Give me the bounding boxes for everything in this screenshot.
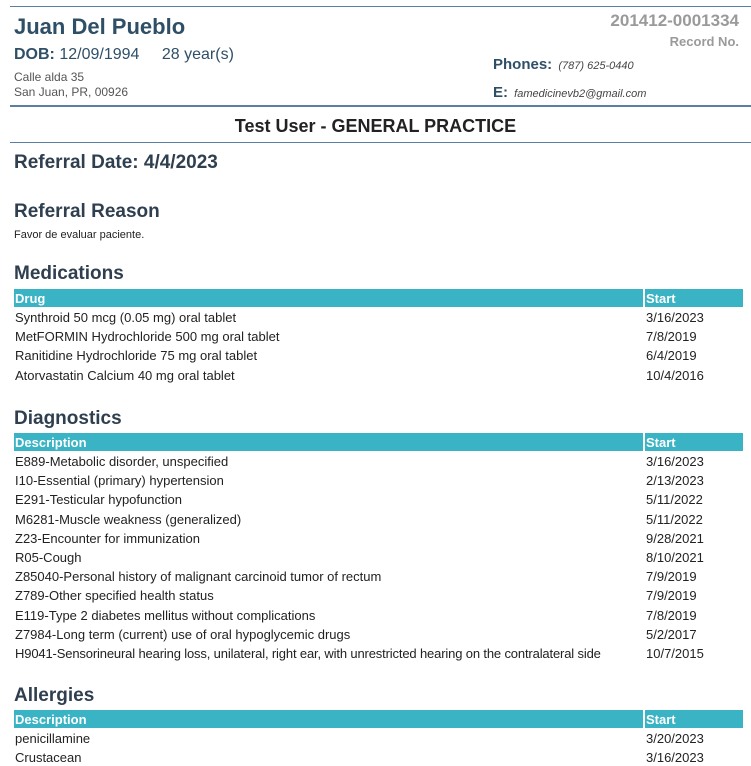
record-label: Record No. bbox=[669, 34, 739, 49]
start-date: 5/11/2022 bbox=[646, 511, 703, 527]
diagnosis: E889-Metabolic disorder, unspecified bbox=[15, 454, 229, 469]
table-row bbox=[14, 728, 743, 747]
address-line-2: San Juan, PR, 00926 bbox=[14, 85, 129, 99]
age-value: 28 year(s) bbox=[161, 46, 234, 63]
allergen: Crustacean bbox=[15, 750, 82, 766]
diagnosis: Z789-Other specified health status bbox=[15, 588, 214, 604]
phone-value: (787) 625-0440 bbox=[558, 60, 634, 72]
start-date: 7/9/2019 bbox=[646, 569, 697, 585]
start-date: 10/4/2016 bbox=[646, 367, 704, 383]
table-row bbox=[14, 470, 743, 489]
start-date: 9/28/2021 bbox=[646, 530, 704, 546]
allergies-table bbox=[14, 710, 743, 766]
top-rule bbox=[10, 6, 751, 7]
practice-title: Test User - GENERAL PRACTICE bbox=[234, 116, 517, 136]
header-rule bbox=[10, 105, 751, 107]
diagnosis: R05-Cough bbox=[15, 549, 82, 565]
col-description: Description bbox=[15, 435, 87, 450]
col-description: Description bbox=[15, 712, 87, 727]
start-date: 5/2/2017 bbox=[646, 626, 697, 642]
patient-name: Juan Del Pueblo bbox=[14, 14, 186, 39]
table-row bbox=[14, 585, 743, 604]
allergies-heading: Allergies bbox=[14, 685, 95, 706]
email-row bbox=[493, 84, 646, 101]
table-row bbox=[14, 489, 743, 508]
dob-label: DOB: bbox=[14, 46, 55, 63]
table-row bbox=[14, 509, 743, 528]
col-start: Start bbox=[646, 291, 676, 306]
dob-row bbox=[14, 46, 234, 64]
start-date: 3/20/2023 bbox=[646, 731, 704, 746]
table-row bbox=[14, 528, 743, 547]
col-start: Start bbox=[646, 435, 676, 450]
table-header bbox=[14, 433, 743, 451]
diagnostics-table bbox=[14, 433, 743, 662]
table-header bbox=[14, 710, 743, 728]
drug-name: Synthroid 50 mcg (0.05 mg) oral tablet bbox=[15, 310, 237, 325]
diagnosis: Z23-Encounter for immunization bbox=[15, 530, 200, 546]
diagnosis: E119-Type 2 diabetes mellitus without complications bbox=[15, 607, 316, 623]
start-date: 5/11/2022 bbox=[646, 492, 703, 508]
diagnosis: E291-Testicular hypofunction bbox=[15, 492, 182, 508]
start-date: 6/4/2019 bbox=[646, 348, 697, 364]
diagnostics-heading: Diagnostics bbox=[14, 408, 122, 429]
start-date: 8/10/2021 bbox=[646, 549, 704, 565]
table-row bbox=[14, 605, 743, 624]
diagnosis: M6281-Muscle weakness (generalized) bbox=[15, 511, 242, 527]
referral-reason-heading: Referral Reason bbox=[14, 201, 160, 222]
start-date: 10/7/2015 bbox=[646, 645, 704, 661]
start-date: 7/8/2019 bbox=[646, 329, 697, 345]
table-row bbox=[14, 326, 743, 345]
start-date: 3/16/2023 bbox=[646, 750, 704, 766]
referral-reason-text: Favor de evaluar paciente. bbox=[14, 229, 145, 241]
phones-label: Phones: bbox=[493, 56, 553, 73]
table-row bbox=[14, 624, 743, 643]
phones-row bbox=[493, 56, 634, 73]
medications-table bbox=[14, 289, 743, 384]
table-row bbox=[14, 566, 743, 585]
table-row bbox=[14, 451, 743, 470]
diagnosis: I10-Essential (primary) hypertension bbox=[15, 473, 224, 489]
email-label: E: bbox=[493, 84, 508, 101]
drug-name: MetFORMIN Hydrochloride 500 mg oral tablet bbox=[15, 329, 280, 345]
col-drug: Drug bbox=[15, 291, 46, 306]
start-date: 3/16/2023 bbox=[646, 310, 704, 325]
table-row bbox=[14, 643, 743, 662]
diagnosis: Z7984-Long term (current) use of oral hypoglycemic drugs bbox=[15, 626, 351, 642]
table-row bbox=[14, 747, 743, 766]
diagnosis: H9041-Sensorineural hearing loss, unilateral, right ear, with unrestricted hearing on the contralateral side bbox=[15, 645, 601, 661]
dob-value: 12/09/1994 bbox=[59, 46, 140, 63]
start-date: 2/13/2023 bbox=[646, 473, 704, 489]
table-header bbox=[14, 289, 743, 307]
start-date: 3/16/2023 bbox=[646, 454, 704, 469]
practice-rule bbox=[10, 142, 751, 143]
start-date: 7/8/2019 bbox=[646, 607, 697, 623]
table-row bbox=[14, 345, 743, 364]
address-line-1: Calle alda 35 bbox=[14, 70, 85, 84]
start-date: 7/9/2019 bbox=[646, 588, 697, 604]
referral-date: Referral Date: 4/4/2023 bbox=[14, 152, 218, 173]
table-row bbox=[14, 365, 743, 384]
medications-heading: Medications bbox=[14, 263, 124, 284]
table-row bbox=[14, 307, 743, 326]
col-start: Start bbox=[646, 712, 676, 727]
table-row bbox=[14, 547, 743, 566]
diagnosis: Z85040-Personal history of malignant carcinoid tumor of rectum bbox=[15, 569, 382, 585]
drug-name: Atorvastatin Calcium 40 mg oral tablet bbox=[15, 367, 235, 383]
record-number: 201412-0001334 bbox=[610, 11, 739, 30]
allergen: penicillamine bbox=[15, 731, 91, 746]
drug-name: Ranitidine Hydrochloride 75 mg oral tablet bbox=[15, 348, 258, 364]
email-value: famedicinevb2@gmail.com bbox=[514, 88, 647, 100]
